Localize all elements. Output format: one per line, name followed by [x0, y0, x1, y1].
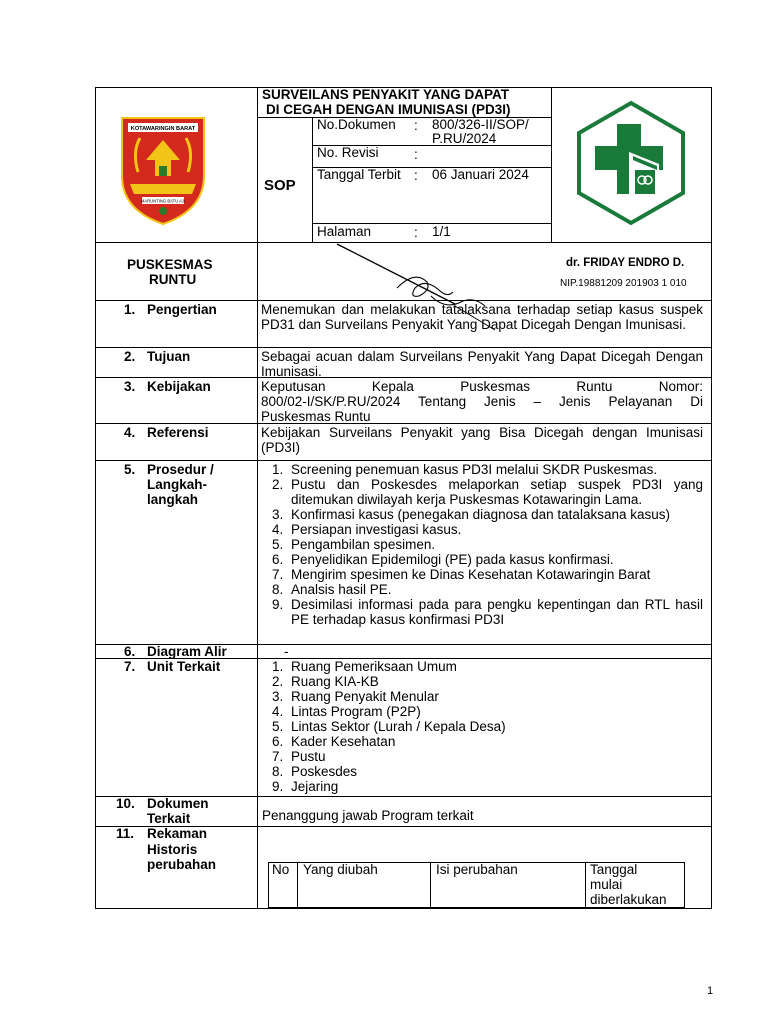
procedure-item-number: 5.: [272, 537, 284, 552]
field-tanggal-terbit-value: 06 Januari 2024: [432, 167, 529, 182]
procedure-item: [261, 477, 703, 507]
unit-list: [261, 659, 703, 794]
field-no-dokumen-sep: :: [414, 118, 418, 133]
unit-item-text: Kader Kesehatan: [291, 734, 396, 749]
unit-item-number: 6.: [272, 734, 284, 749]
section-6-value: -: [284, 644, 289, 659]
section-5-label-2: Langkah-: [147, 477, 208, 492]
org-name-line2: RUNTU: [149, 272, 197, 287]
section-7-label: Unit Terkait: [147, 659, 221, 674]
section-6-number: 6.: [124, 644, 136, 659]
history-col-isi-perubahan: Isi perubahan: [436, 862, 518, 877]
unit-item: [261, 704, 703, 719]
kotawaringin-barat-logo: [118, 114, 208, 226]
procedure-item-text: Pustu dan Poskesdes melaporkan setiap suspek PD3I yang ditemukan diwilayah kerja Puskesmas Kotawaringin Lama.: [291, 477, 703, 507]
field-halaman-sep: :: [414, 225, 418, 240]
logo-text-top: KOTAWARINGIN BARAT: [130, 126, 196, 132]
unit-item-number: 5.: [272, 719, 284, 734]
unit-item: [261, 764, 703, 779]
section-2-label: Tujuan: [147, 349, 191, 364]
section-7-number: 7.: [124, 659, 136, 674]
unit-item: [261, 674, 703, 689]
procedure-item-number: 4.: [272, 522, 284, 537]
history-col-tanggal-3: diberlakukan: [590, 892, 667, 907]
section-11-number: 11.: [116, 826, 135, 841]
section-3-label: Kebijakan: [147, 379, 211, 394]
section-2-number: 2.: [124, 349, 136, 364]
org-name-line1: PUSKESMAS: [127, 257, 213, 272]
unit-item: [261, 659, 703, 674]
section-1-number: 1.: [124, 302, 136, 317]
procedure-item-number: 9.: [272, 597, 284, 612]
field-halaman-label: Halaman: [317, 224, 372, 239]
procedure-item-text: Screening penemuan kasus PD3I melalui SKDR Puskesmas.: [291, 462, 658, 477]
procedure-item-text: Persiapan investigasi kasus.: [291, 522, 462, 537]
section-10-label-2: Terkait: [147, 811, 191, 826]
section-11-label-3: perubahan: [147, 857, 217, 872]
unit-item-number: 2.: [272, 674, 284, 689]
unit-item: [261, 719, 703, 734]
unit-item-text: Ruang Penyakit Menular: [291, 689, 439, 704]
section-3-number: 3.: [124, 379, 136, 394]
field-no-dokumen-label: No.Dokumen: [317, 117, 396, 132]
procedure-item: [261, 462, 703, 477]
procedure-item-text: Konfirmasi kasus (penegakan diagnosa dan tatalaksana kasus): [291, 507, 670, 522]
unit-item: [261, 749, 703, 764]
procedure-item: [261, 552, 703, 567]
procedure-item-text: Penyelidikan Epidemilogi (PE) pada kasus konfirmasi.: [291, 552, 614, 567]
section-5-label-3: langkah: [147, 492, 199, 507]
procedure-item-text: Desimilasi informasi pada para pengku kepentingan dan RTL hasil PE terhadap kasus konfirmasi PD3I: [291, 597, 703, 627]
logo-text-bottom: MARUNTING BATU AJI: [140, 198, 186, 204]
field-no-revisi-label: No. Revisi: [317, 145, 379, 160]
section-2-text: Sebagai acuan dalam Surveilans Penyakit Yang Dapat Dicegah Dengan Imunisasi.: [261, 349, 703, 379]
unit-item-text: Ruang Pemeriksaan Umum: [291, 659, 457, 674]
procedure-item-number: 2.: [272, 477, 284, 492]
section-5-number: 5.: [124, 462, 136, 477]
procedure-item: [261, 567, 703, 582]
field-no-revisi-sep: :: [414, 147, 418, 162]
procedure-item-text: Pengambilan spesimen.: [291, 537, 436, 552]
procedure-item: [261, 522, 703, 537]
unit-item-text: Ruang KIA-KB: [291, 674, 379, 689]
unit-item: [261, 779, 703, 794]
document-title-line1: SURVEILANS PENYAKIT YANG DAPAT: [262, 87, 510, 102]
procedure-list: [261, 462, 703, 627]
section-11-label-1: Rekaman: [147, 826, 208, 841]
unit-item: [261, 689, 703, 704]
procedure-item: [261, 582, 703, 597]
section-10-value: Penanggung jawab Program terkait: [262, 808, 474, 823]
unit-item-number: 3.: [272, 689, 284, 704]
field-no-dokumen-value-2: P.RU/2024: [432, 131, 497, 146]
procedure-item: [261, 537, 703, 552]
unit-item-number: 8.: [272, 764, 284, 779]
section-11-label-2: Historis: [147, 842, 198, 857]
procedure-item-number: 1.: [272, 462, 284, 477]
history-col-tanggal-1: Tanggal: [590, 862, 638, 877]
procedure-item-text: Analsis hasil PE.: [291, 582, 392, 597]
field-tanggal-terbit-label: Tanggal Terbit: [317, 167, 401, 182]
section-1-text: Menemukan dan melakukan tatalaksana terhadap setiap kasus suspek PD31 dan Surveilans Penyakit Yang Dapat Dicegah Dengan Imunisasi.: [261, 302, 703, 332]
section-10-label-1: Dokumen: [147, 796, 209, 811]
section-3-line1: Keputusan Kepala Puskesmas Runtu Nomor:: [261, 379, 703, 394]
procedure-item-text: Mengirim spesimen ke Dinas Kesehatan Kotawaringin Barat: [291, 567, 651, 582]
procedure-item-number: 6.: [272, 552, 284, 567]
unit-item-text: Jejaring: [291, 779, 339, 794]
procedure-item-number: 3.: [272, 507, 284, 522]
section-1-label: Pengertian: [147, 302, 217, 317]
unit-item-text: Pustu: [291, 749, 326, 764]
field-halaman-value: 1/1: [432, 224, 451, 239]
puskesmas-logo: [575, 100, 687, 226]
section-4-number: 4.: [124, 425, 136, 440]
field-no-dokumen-value: 800/326-II/SOP/: [432, 117, 529, 132]
unit-item-number: 4.: [272, 704, 284, 719]
section-3-line3: Puskesmas Runtu: [261, 409, 371, 424]
signatory-name: dr. FRIDAY ENDRO D.: [566, 257, 685, 269]
unit-item-text: Lintas Sektor (Lurah / Kepala Desa): [291, 719, 506, 734]
section-5-label-1: Prosedur /: [147, 462, 214, 477]
unit-item-text: Poskesdes: [291, 764, 358, 779]
section-4-label: Referensi: [147, 425, 209, 440]
section-6-label: Diagram Alir: [147, 644, 227, 659]
procedure-item: [261, 507, 703, 522]
procedure-item: [261, 597, 703, 627]
history-col-no: No: [272, 862, 290, 877]
sop-label: SOP: [264, 177, 296, 194]
section-4-text: Kebijakan Surveilans Penyakit yang Bisa Dicegah dengan Imunisasi (PD3I): [261, 425, 703, 455]
unit-item-number: 9.: [272, 779, 284, 794]
page-number: 1: [707, 985, 714, 997]
history-col-tanggal-2: mulai: [590, 877, 623, 892]
section-3-line2: 800/02-I/SK/P.RU/2024 Tentang Jenis – Jenis Pelayanan Di: [261, 394, 703, 409]
unit-item: [261, 734, 703, 749]
document-title-line2: DI CEGAH DENGAN IMUNISASI (PD3I): [266, 102, 511, 117]
unit-item-text: Lintas Program (P2P): [291, 704, 421, 719]
section-10-number: 10.: [116, 796, 135, 811]
unit-item-number: 1.: [272, 659, 284, 674]
signatory-nip: NIP.19881209 201903 1 010: [560, 278, 687, 289]
procedure-item-number: 7.: [272, 567, 284, 582]
history-col-yang-diubah: Yang diubah: [303, 862, 378, 877]
procedure-item-number: 8.: [272, 582, 284, 597]
unit-item-number: 7.: [272, 749, 284, 764]
field-tanggal-terbit-sep: :: [414, 168, 418, 183]
